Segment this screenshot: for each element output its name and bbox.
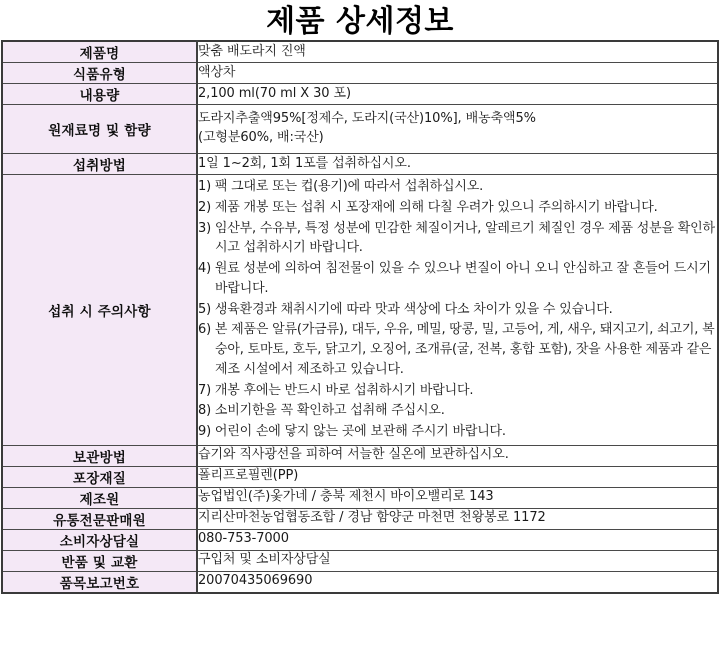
value-line: 액상차 — [198, 64, 236, 80]
value-line: 지리산마천농업협동조합 / 경남 함양군 마천면 천왕봉로 1172 — [198, 510, 546, 526]
table-row — [2, 63, 718, 84]
precaution-item: 6) 본 제품은 알류(가금류), 대두, 우유, 메밀, 땅콩, 밀, 고등어, 게, 새우, 돼지고기, 쇠고기, 복숭아, 토마토, 호두, 닭고기, 오징어, 조개류(굴, 전복, 홍합 포함), 잣을 사용한 제품과 같은 제조 시설에서 제조하고 있습니다. — [198, 322, 715, 377]
value-line: 2,100 ml(70 ml X 30 포) — [198, 85, 351, 101]
row-label: 섭취 시 주의사항 — [2, 175, 197, 446]
precaution-item: 1) 팩 그대로 또는 컵(용기)에 따라서 섭취하십시오. — [198, 179, 484, 194]
row-label: 보관방법 — [2, 445, 197, 466]
row-value — [197, 84, 718, 105]
row-label: 제조원 — [2, 487, 197, 508]
page-title: 제품 상세정보 — [266, 4, 454, 39]
row-label: 원재료명 및 함량 — [2, 105, 197, 154]
value-line: 080-753-7000 — [198, 531, 289, 547]
precaution-item: 8) 소비기한을 꼭 확인하고 섭취해 주십시오. — [198, 403, 445, 419]
table-row — [2, 445, 718, 466]
row-label: 포장재질 — [2, 466, 197, 487]
precaution-item: 5) 생육환경과 채취시기에 따라 맛과 색상에 다소 차이가 있을 수 있습니다. — [198, 301, 613, 317]
value-line: (고형분60%, 배:국산) — [198, 130, 324, 145]
table-row — [2, 84, 718, 105]
value-line: 1일 1~2회, 1회 1포를 섭취하십시오. — [198, 155, 411, 171]
precaution-list — [198, 175, 717, 445]
row-label: 소비자상담실 — [2, 529, 197, 550]
row-label: 식품유형 — [2, 63, 197, 84]
precaution-item: 4) 원료 성분에 의하여 침전물이 있을 수 있으나 변질이 아니 오니 안심하고 잘 흔들어 드시기 바랍니다. — [198, 261, 711, 296]
value-line: 폴리프로필렌(PP) — [198, 468, 299, 484]
row-value — [197, 445, 718, 466]
table-row — [2, 571, 718, 593]
row-value — [197, 63, 718, 84]
precaution-item: 7) 개봉 후에는 반드시 바로 섭취하시기 바랍니다. — [198, 382, 474, 398]
value-line: 20070435069690 — [198, 573, 313, 589]
row-label: 유통전문판매원 — [2, 508, 197, 529]
table-row — [2, 529, 718, 550]
value-line: 도라지추출액95%[정제수, 도라지(국산)10%], 배농축액5% — [198, 111, 536, 127]
row-label: 반품 및 교환 — [2, 550, 197, 571]
table-row — [2, 508, 718, 529]
table-row — [2, 466, 718, 487]
precaution-item: 3) 임산부, 수유부, 특정 성분에 민감한 체질이거나, 알레르기 체질인 경우 제품 성분을 확인하시고 섭취하시기 바랍니다. — [198, 220, 715, 256]
precaution-item: 2) 제품 개봉 또는 섭취 시 포장재에 의해 다칠 우려가 있으니 주의하시기 바랍니다. — [198, 199, 658, 215]
table-row — [2, 175, 718, 446]
table-row — [2, 154, 718, 175]
row-value — [197, 550, 718, 571]
row-label: 제품명 — [2, 41, 197, 63]
row-value — [197, 41, 718, 63]
row-value — [197, 487, 718, 508]
table-row — [2, 105, 718, 154]
table-row — [2, 487, 718, 508]
value-line: 맞춤 배도라지 진액 — [198, 43, 306, 59]
row-value — [197, 105, 718, 154]
precaution-item: 9) 어린이 손에 닿지 않는 곳에 보관해 주시기 바랍니다. — [198, 424, 506, 439]
value-line: 농업법인(주)옻가네 / 충북 제천시 바이오밸리로 143 — [198, 489, 494, 505]
row-label: 섭취방법 — [2, 154, 197, 175]
row-label: 품목보고번호 — [2, 571, 197, 593]
product-spec-table — [1, 40, 719, 594]
row-value — [197, 175, 718, 446]
row-value — [197, 529, 718, 550]
table-row — [2, 550, 718, 571]
row-value — [197, 154, 718, 175]
row-label: 내용량 — [2, 84, 197, 105]
value-line: 습기와 직사광선을 피하여 서늘한 실온에 보관하십시오. — [198, 447, 509, 463]
value-line: 구입처 및 소비자상담실 — [198, 552, 331, 568]
row-value — [197, 508, 718, 529]
table-row — [2, 41, 718, 63]
row-value — [197, 571, 718, 593]
row-value — [197, 466, 718, 487]
